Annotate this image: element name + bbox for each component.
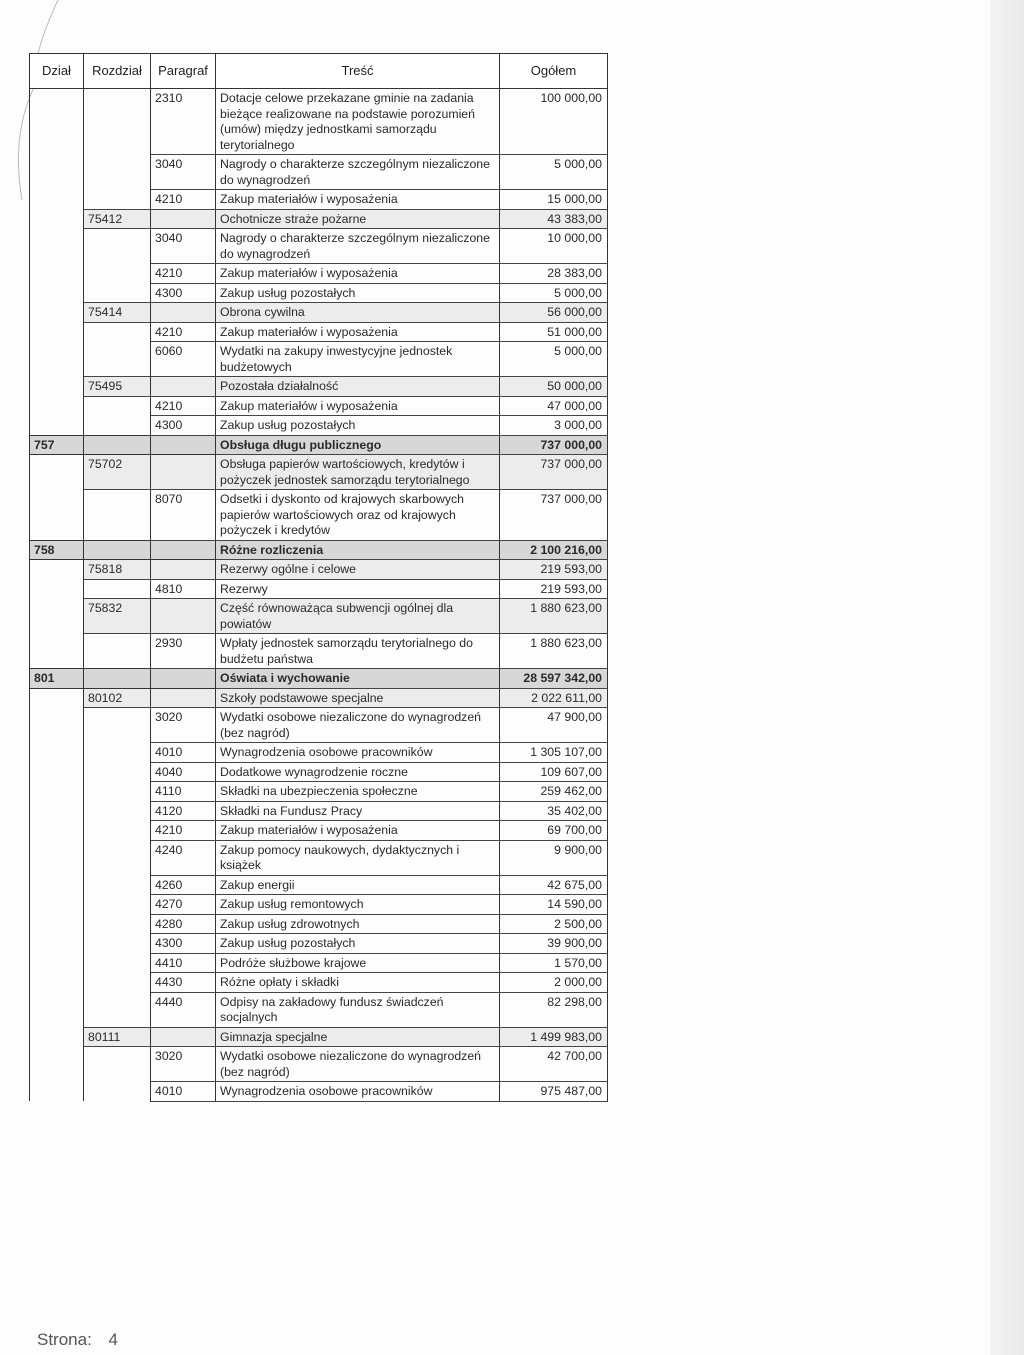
cell-rozdzial	[84, 669, 151, 689]
cell-paragraf: 3040	[151, 155, 216, 190]
cell-paragraf: 8070	[151, 490, 216, 541]
cell-tresc: Zakup energii	[216, 875, 500, 895]
cell-tresc: Oświata i wychowanie	[216, 669, 500, 689]
cell-rozdzial	[84, 540, 151, 560]
cell-paragraf: 4010	[151, 743, 216, 763]
cell-tresc: Zakup materiałów i wyposażenia	[216, 264, 500, 284]
cell-rozdzial	[84, 190, 151, 210]
cell-paragraf: 4810	[151, 579, 216, 599]
cell-dzial	[30, 283, 84, 303]
cell-dzial	[30, 1047, 84, 1082]
cell-tresc: Różne opłaty i składki	[216, 973, 500, 993]
cell-ogolem: 15 000,00	[500, 190, 608, 210]
table-row	[30, 283, 608, 303]
cell-rozdzial	[84, 708, 151, 743]
table-row	[30, 264, 608, 284]
cell-ogolem: 10 000,00	[500, 229, 608, 264]
cell-dzial	[30, 155, 84, 190]
cell-ogolem: 3 000,00	[500, 416, 608, 436]
cell-dzial	[30, 840, 84, 875]
cell-tresc: Wydatki osobowe niezaliczone do wynagrodzeń (bez nagród)	[216, 708, 500, 743]
cell-paragraf: 4010	[151, 1082, 216, 1102]
cell-rozdzial	[84, 264, 151, 284]
cell-rozdzial	[84, 953, 151, 973]
table-row	[30, 579, 608, 599]
table-row	[30, 540, 608, 560]
table-row	[30, 89, 608, 155]
table-row	[30, 708, 608, 743]
table-row	[30, 322, 608, 342]
cell-rozdzial	[84, 634, 151, 669]
cell-tresc: Dotacje celowe przekazane gminie na zadania bieżące realizowane na podstawie porozumień (umów) między jednostkami samorządu terytorialnego	[216, 89, 500, 155]
cell-rozdzial: 75818	[84, 560, 151, 580]
cell-tresc: Odsetki i dyskonto od krajowych skarbowych papierów wartościowych oraz od krajowych pożyczek i kredytów	[216, 490, 500, 541]
cell-rozdzial	[84, 490, 151, 541]
cell-paragraf: 3020	[151, 1047, 216, 1082]
cell-ogolem: 219 593,00	[500, 579, 608, 599]
cell-dzial	[30, 688, 84, 708]
cell-ogolem: 737 000,00	[500, 455, 608, 490]
cell-tresc: Składki na Fundusz Pracy	[216, 801, 500, 821]
cell-dzial	[30, 953, 84, 973]
cell-dzial	[30, 416, 84, 436]
table-row	[30, 801, 608, 821]
cell-tresc: Zakup materiałów i wyposażenia	[216, 322, 500, 342]
table-row	[30, 342, 608, 377]
cell-paragraf: 4120	[151, 801, 216, 821]
cell-rozdzial	[84, 973, 151, 993]
cell-ogolem: 1 880 623,00	[500, 599, 608, 634]
cell-dzial: 801	[30, 669, 84, 689]
table-row	[30, 914, 608, 934]
table-row	[30, 743, 608, 763]
cell-tresc: Obrona cywilna	[216, 303, 500, 323]
cell-tresc: Obsługa długu publicznego	[216, 435, 500, 455]
table-row	[30, 396, 608, 416]
cell-dzial	[30, 490, 84, 541]
header-paragraf: Paragraf	[151, 54, 216, 89]
header-dzial: Dział	[30, 54, 84, 89]
cell-tresc: Zakup usług pozostałych	[216, 934, 500, 954]
cell-dzial	[30, 762, 84, 782]
table-header-row	[30, 54, 608, 89]
cell-dzial	[30, 895, 84, 915]
cell-dzial	[30, 599, 84, 634]
cell-dzial	[30, 992, 84, 1027]
cell-dzial	[30, 801, 84, 821]
cell-ogolem: 42 700,00	[500, 1047, 608, 1082]
table-row	[30, 821, 608, 841]
cell-rozdzial: 75495	[84, 377, 151, 397]
table-row	[30, 377, 608, 397]
cell-tresc: Zakup usług pozostałych	[216, 283, 500, 303]
cell-rozdzial	[84, 155, 151, 190]
cell-tresc: Zakup materiałów i wyposażenia	[216, 190, 500, 210]
cell-tresc: Rezerwy ogólne i celowe	[216, 560, 500, 580]
table-row	[30, 782, 608, 802]
header-ogolem: Ogółem	[500, 54, 608, 89]
cell-tresc: Dodatkowe wynagrodzenie roczne	[216, 762, 500, 782]
cell-dzial	[30, 914, 84, 934]
cell-paragraf	[151, 599, 216, 634]
table-row	[30, 992, 608, 1027]
cell-ogolem: 975 487,00	[500, 1082, 608, 1102]
cell-paragraf: 2310	[151, 89, 216, 155]
cell-ogolem: 51 000,00	[500, 322, 608, 342]
cell-dzial	[30, 229, 84, 264]
cell-tresc: Zakup pomocy naukowych, dydaktycznych i książek	[216, 840, 500, 875]
budget-table	[29, 53, 608, 1102]
cell-rozdzial	[84, 895, 151, 915]
cell-ogolem: 39 900,00	[500, 934, 608, 954]
table-row	[30, 209, 608, 229]
table-row	[30, 490, 608, 541]
cell-ogolem: 2 000,00	[500, 973, 608, 993]
table-row	[30, 669, 608, 689]
cell-rozdzial	[84, 992, 151, 1027]
cell-paragraf	[151, 669, 216, 689]
table-row	[30, 934, 608, 954]
table-row	[30, 560, 608, 580]
cell-dzial	[30, 875, 84, 895]
cell-paragraf: 4410	[151, 953, 216, 973]
table-row	[30, 895, 608, 915]
cell-paragraf	[151, 435, 216, 455]
cell-paragraf: 4240	[151, 840, 216, 875]
cell-tresc: Wpłaty jednostek samorządu terytorialnego do budżetu państwa	[216, 634, 500, 669]
table-row	[30, 634, 608, 669]
cell-rozdzial	[84, 416, 151, 436]
table-row	[30, 1027, 608, 1047]
cell-rozdzial	[84, 1082, 151, 1102]
table-row	[30, 762, 608, 782]
cell-rozdzial	[84, 396, 151, 416]
table-row	[30, 1082, 608, 1102]
cell-paragraf: 2930	[151, 634, 216, 669]
cell-dzial	[30, 934, 84, 954]
cell-tresc: Ochotnicze straże pożarne	[216, 209, 500, 229]
cell-dzial	[30, 190, 84, 210]
scan-edge-shade	[990, 0, 1024, 1355]
cell-dzial	[30, 1027, 84, 1047]
cell-rozdzial: 75412	[84, 209, 151, 229]
cell-paragraf: 4280	[151, 914, 216, 934]
cell-tresc: Nagrody o charakterze szczególnym niezaliczone do wynagrodzeń	[216, 155, 500, 190]
cell-rozdzial	[84, 743, 151, 763]
cell-paragraf	[151, 377, 216, 397]
cell-paragraf: 4210	[151, 396, 216, 416]
cell-ogolem: 35 402,00	[500, 801, 608, 821]
cell-paragraf: 4040	[151, 762, 216, 782]
cell-ogolem: 56 000,00	[500, 303, 608, 323]
page-number: 4	[108, 1330, 119, 1349]
cell-ogolem: 9 900,00	[500, 840, 608, 875]
cell-ogolem: 2 500,00	[500, 914, 608, 934]
cell-tresc: Część równoważąca subwencji ogólnej dla powiatów	[216, 599, 500, 634]
cell-ogolem: 737 000,00	[500, 435, 608, 455]
table-row	[30, 155, 608, 190]
cell-ogolem: 5 000,00	[500, 342, 608, 377]
cell-paragraf: 4270	[151, 895, 216, 915]
table-row	[30, 229, 608, 264]
cell-ogolem: 69 700,00	[500, 821, 608, 841]
cell-dzial	[30, 973, 84, 993]
cell-paragraf: 4210	[151, 322, 216, 342]
table-row	[30, 303, 608, 323]
cell-ogolem: 1 499 983,00	[500, 1027, 608, 1047]
cell-ogolem: 14 590,00	[500, 895, 608, 915]
cell-paragraf	[151, 540, 216, 560]
cell-rozdzial	[84, 322, 151, 342]
table-row	[30, 190, 608, 210]
cell-tresc: Gimnazja specjalne	[216, 1027, 500, 1047]
cell-rozdzial	[84, 821, 151, 841]
table-row	[30, 875, 608, 895]
cell-rozdzial	[84, 342, 151, 377]
cell-paragraf	[151, 1027, 216, 1047]
cell-tresc: Zakup usług pozostałych	[216, 416, 500, 436]
cell-dzial	[30, 303, 84, 323]
cell-rozdzial	[84, 875, 151, 895]
cell-ogolem: 2 100 216,00	[500, 540, 608, 560]
cell-tresc: Nagrody o charakterze szczególnym niezaliczone do wynagrodzeń	[216, 229, 500, 264]
cell-rozdzial	[84, 914, 151, 934]
cell-dzial	[30, 396, 84, 416]
cell-rozdzial	[84, 229, 151, 264]
page-label: Strona:	[37, 1330, 92, 1349]
cell-paragraf: 4110	[151, 782, 216, 802]
cell-tresc: Wydatki na zakupy inwestycyjne jednostek budżetowych	[216, 342, 500, 377]
cell-ogolem: 737 000,00	[500, 490, 608, 541]
cell-rozdzial: 80102	[84, 688, 151, 708]
cell-paragraf: 4210	[151, 264, 216, 284]
cell-dzial	[30, 708, 84, 743]
cell-ogolem: 100 000,00	[500, 89, 608, 155]
cell-rozdzial	[84, 762, 151, 782]
table-body	[30, 89, 608, 1102]
cell-paragraf: 4260	[151, 875, 216, 895]
cell-paragraf: 4210	[151, 821, 216, 841]
cell-paragraf	[151, 688, 216, 708]
cell-ogolem: 5 000,00	[500, 155, 608, 190]
cell-tresc: Obsługa papierów wartościowych, kredytów i pożyczek jednostek samorządu terytorialnego	[216, 455, 500, 490]
cell-rozdzial	[84, 1047, 151, 1082]
page-footer	[37, 1330, 130, 1350]
cell-ogolem: 28 597 342,00	[500, 669, 608, 689]
cell-rozdzial	[84, 782, 151, 802]
cell-dzial	[30, 89, 84, 155]
cell-rozdzial: 80111	[84, 1027, 151, 1047]
table-row	[30, 973, 608, 993]
cell-tresc: Różne rozliczenia	[216, 540, 500, 560]
cell-ogolem: 1 570,00	[500, 953, 608, 973]
table-row	[30, 599, 608, 634]
table-row	[30, 688, 608, 708]
cell-dzial	[30, 264, 84, 284]
cell-paragraf: 3020	[151, 708, 216, 743]
cell-ogolem: 47 900,00	[500, 708, 608, 743]
cell-dzial	[30, 634, 84, 669]
cell-ogolem: 28 383,00	[500, 264, 608, 284]
cell-ogolem: 5 000,00	[500, 283, 608, 303]
cell-tresc: Zakup materiałów i wyposażenia	[216, 821, 500, 841]
cell-ogolem: 43 383,00	[500, 209, 608, 229]
cell-paragraf	[151, 303, 216, 323]
cell-dzial: 757	[30, 435, 84, 455]
cell-dzial	[30, 560, 84, 580]
cell-dzial	[30, 743, 84, 763]
table-row	[30, 416, 608, 436]
cell-rozdzial: 75414	[84, 303, 151, 323]
cell-ogolem: 82 298,00	[500, 992, 608, 1027]
cell-rozdzial	[84, 840, 151, 875]
cell-paragraf: 4300	[151, 934, 216, 954]
cell-tresc: Wydatki osobowe niezaliczone do wynagrodzeń (bez nagród)	[216, 1047, 500, 1082]
cell-tresc: Zakup materiałów i wyposażenia	[216, 396, 500, 416]
cell-tresc: Rezerwy	[216, 579, 500, 599]
cell-dzial	[30, 455, 84, 490]
table-row	[30, 455, 608, 490]
cell-ogolem: 2 022 611,00	[500, 688, 608, 708]
cell-paragraf: 4300	[151, 416, 216, 436]
cell-ogolem: 42 675,00	[500, 875, 608, 895]
cell-paragraf: 4440	[151, 992, 216, 1027]
cell-dzial	[30, 821, 84, 841]
cell-dzial	[30, 209, 84, 229]
cell-paragraf: 4300	[151, 283, 216, 303]
cell-rozdzial	[84, 579, 151, 599]
cell-dzial	[30, 782, 84, 802]
table-row	[30, 435, 608, 455]
cell-dzial: 758	[30, 540, 84, 560]
table-row	[30, 840, 608, 875]
cell-ogolem: 1 880 623,00	[500, 634, 608, 669]
cell-ogolem: 47 000,00	[500, 396, 608, 416]
cell-paragraf	[151, 209, 216, 229]
cell-tresc: Składki na ubezpieczenia społeczne	[216, 782, 500, 802]
cell-rozdzial: 75832	[84, 599, 151, 634]
cell-dzial	[30, 1082, 84, 1102]
cell-paragraf: 4430	[151, 973, 216, 993]
cell-paragraf: 3040	[151, 229, 216, 264]
header-rozdzial: Rozdział	[84, 54, 151, 89]
cell-dzial	[30, 377, 84, 397]
cell-rozdzial	[84, 435, 151, 455]
cell-rozdzial	[84, 283, 151, 303]
cell-paragraf: 6060	[151, 342, 216, 377]
cell-ogolem: 1 305 107,00	[500, 743, 608, 763]
cell-tresc: Wynagrodzenia osobowe pracowników	[216, 1082, 500, 1102]
cell-rozdzial	[84, 89, 151, 155]
cell-rozdzial: 75702	[84, 455, 151, 490]
cell-paragraf: 4210	[151, 190, 216, 210]
cell-tresc: Zakup usług zdrowotnych	[216, 914, 500, 934]
cell-tresc: Odpisy na zakładowy fundusz świadczeń socjalnych	[216, 992, 500, 1027]
cell-dzial	[30, 579, 84, 599]
cell-dzial	[30, 322, 84, 342]
cell-tresc: Pozostała działalność	[216, 377, 500, 397]
cell-tresc: Zakup usług remontowych	[216, 895, 500, 915]
cell-tresc: Podróże służbowe krajowe	[216, 953, 500, 973]
cell-paragraf	[151, 455, 216, 490]
cell-tresc: Szkoły podstawowe specjalne	[216, 688, 500, 708]
cell-paragraf	[151, 560, 216, 580]
cell-ogolem: 219 593,00	[500, 560, 608, 580]
cell-rozdzial	[84, 801, 151, 821]
header-tresc: Treść	[216, 54, 500, 89]
cell-ogolem: 50 000,00	[500, 377, 608, 397]
cell-tresc: Wynagrodzenia osobowe pracowników	[216, 743, 500, 763]
cell-dzial	[30, 342, 84, 377]
table-row	[30, 953, 608, 973]
cell-ogolem: 259 462,00	[500, 782, 608, 802]
cell-rozdzial	[84, 934, 151, 954]
table-row	[30, 1047, 608, 1082]
cell-ogolem: 109 607,00	[500, 762, 608, 782]
